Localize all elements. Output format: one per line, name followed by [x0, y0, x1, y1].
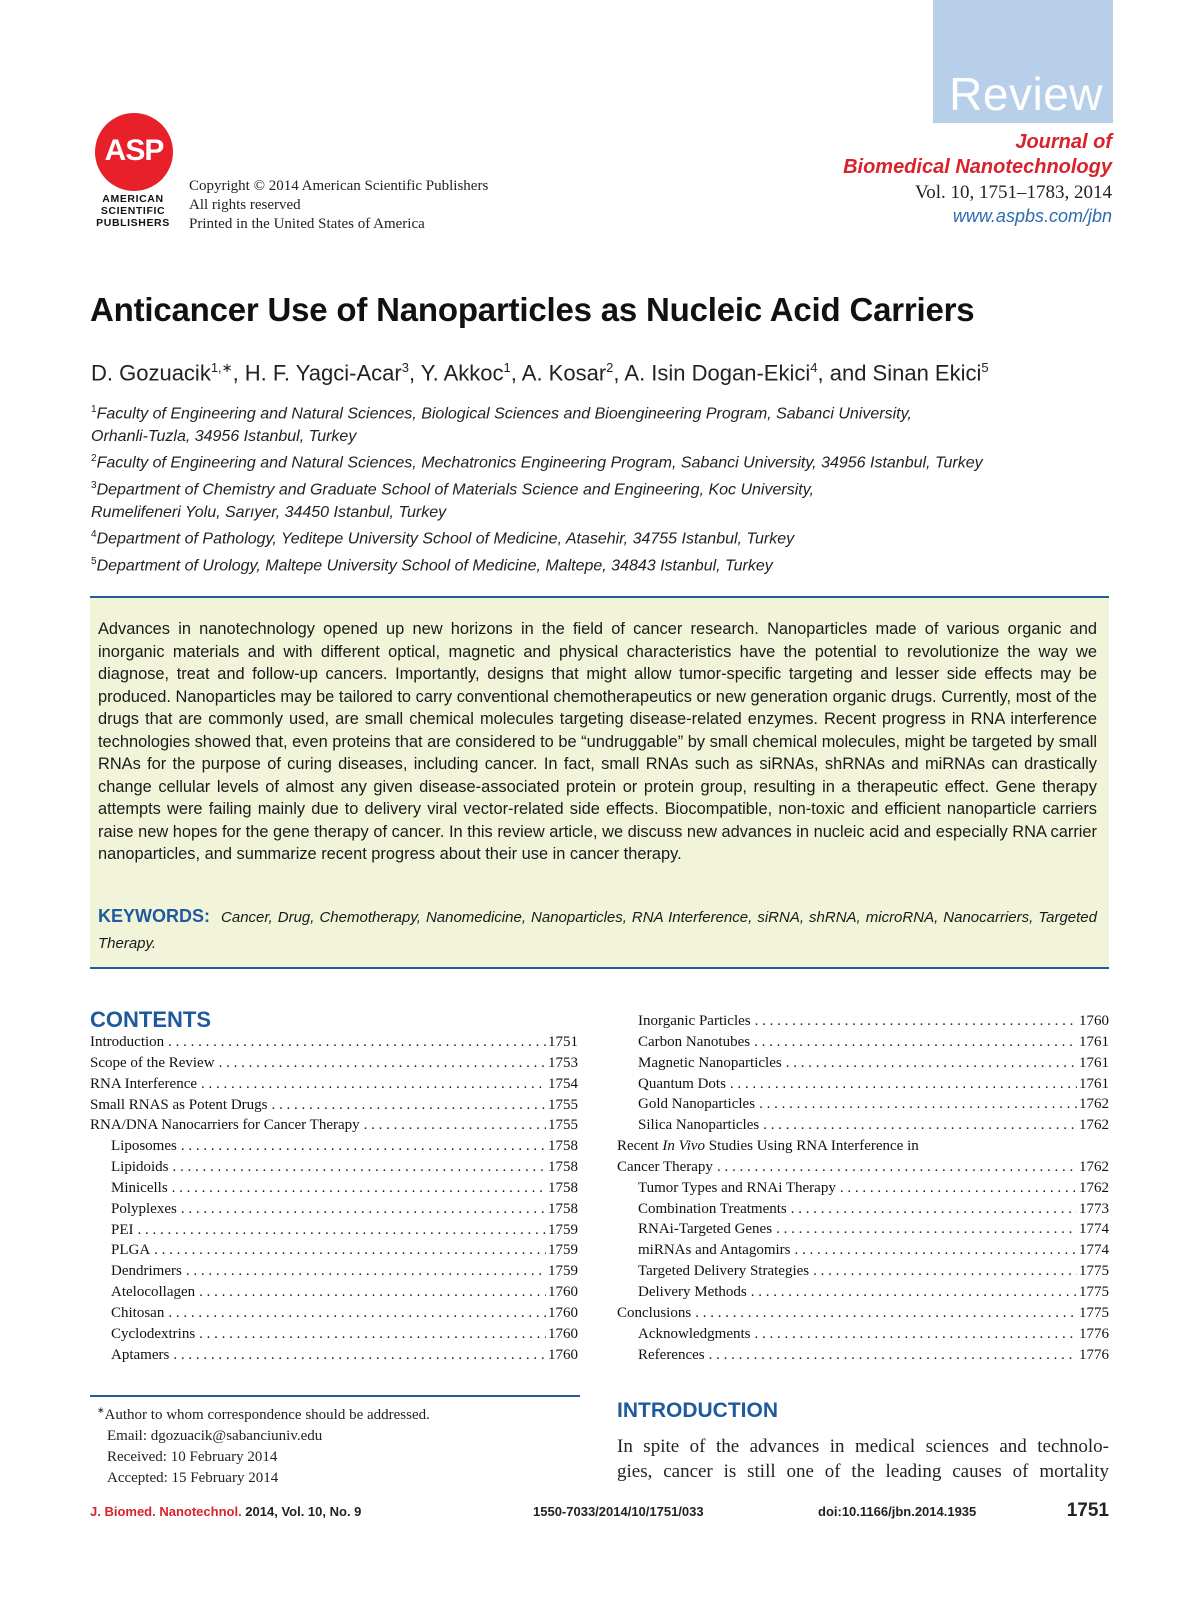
author-list [91, 360, 989, 386]
affiliation-number: 1 [91, 404, 97, 415]
toc-leader-dots [199, 1326, 546, 1343]
toc-entry-page: 1760 [548, 1346, 578, 1363]
logo-word: SCIENTIFIC [100, 205, 166, 217]
publisher-logo [90, 113, 186, 233]
toc-entry-label: Dendrimers [111, 1263, 182, 1280]
affiliation-number: 3 [91, 480, 97, 492]
toc-entry[interactable] [90, 1076, 578, 1097]
affiliation [91, 524, 983, 551]
toc-entry-page: 1753 [548, 1054, 578, 1071]
author-separator: , [510, 360, 522, 386]
toc-entry-label: Magnetic Nanoparticles [638, 1054, 782, 1071]
toc-entry[interactable] [90, 1180, 578, 1201]
toc-entry[interactable] [617, 1284, 1109, 1305]
toc-entry-label: PEI [111, 1221, 134, 1238]
toc-entry[interactable] [617, 1076, 1109, 1097]
author-name: H. F. Yagci-Acar [244, 360, 402, 386]
affiliation [91, 399, 983, 426]
affiliation-number: 4 [91, 529, 97, 541]
abstract-box [90, 596, 1109, 969]
toc-entry-page: 1760 [548, 1304, 578, 1321]
toc-leader-dots [755, 1013, 1077, 1030]
footnote-rule [90, 1395, 580, 1397]
footnote-correspondence: Author to whom correspondence should be addressed. [104, 1407, 430, 1423]
copyright-notice [189, 177, 488, 234]
toc-leader-dots [730, 1076, 1077, 1093]
footer-issue: 2014, Vol. 10, No. 9 [241, 1504, 362, 1519]
toc-entry-label: PLGA [111, 1242, 151, 1259]
toc-leader-dots [199, 1284, 546, 1301]
toc-right-column [617, 1013, 1109, 1367]
toc-entry-page: 1775 [1079, 1263, 1109, 1280]
toc-leader-dots [272, 1097, 546, 1114]
author-affiliation-mark: 1,∗ [210, 360, 233, 375]
toc-entry-page: 1774 [1079, 1221, 1109, 1238]
toc-leader-dots [168, 1034, 546, 1051]
keywords [98, 903, 1097, 957]
toc-entry[interactable] [617, 1263, 1109, 1284]
toc-entry-page: 1761 [1079, 1075, 1109, 1092]
author-affiliation-mark: 3 [401, 360, 409, 375]
toc-leader-dots [181, 1138, 546, 1155]
toc-leader-dots [754, 1034, 1077, 1051]
toc-entry-label: Quantum Dots [638, 1075, 726, 1092]
author-separator: , [408, 360, 421, 386]
author-name: Y. Akkoc [420, 360, 504, 386]
toc-entry[interactable] [617, 1034, 1109, 1055]
toc-entry[interactable] [90, 1284, 578, 1305]
toc-entry[interactable] [617, 1096, 1109, 1117]
article-title: Anticancer Use of Nanoparticles as Nucleic Acid Carriers [90, 291, 975, 328]
toc-leader-dots [813, 1263, 1077, 1280]
toc-entry[interactable] [617, 1347, 1109, 1368]
toc-entry[interactable] [90, 1097, 578, 1118]
toc-entry[interactable] [90, 1305, 578, 1326]
toc-entry-page: 1761 [1079, 1033, 1109, 1050]
author-name: Sinan Ekici [872, 360, 982, 386]
toc-entry-label: RNA/DNA Nanocarriers for Cancer Therapy [90, 1117, 360, 1134]
affiliation-line: Department of Pathology, Yeditepe University School of Medicine, Atasehir, 34755 Istanbul, Turkey [96, 530, 795, 548]
toc-entry[interactable] [90, 1117, 578, 1138]
author-affiliation-mark: 4 [810, 360, 818, 375]
logo-word: AMERICAN [102, 193, 164, 205]
toc-leader-dots [840, 1180, 1077, 1197]
toc-entry-label: Gold Nanoparticles [638, 1096, 756, 1113]
toc-entry-label: Targeted Delivery Strategies [638, 1263, 810, 1280]
affiliation-line: Faculty of Engineering and Natural Sciences, Biological Sciences and Bioengineering Program, Sabanci University, [96, 405, 912, 423]
toc-leader-dots [173, 1347, 546, 1364]
toc-entry-label: RNAi-Targeted Genes [638, 1221, 773, 1238]
toc-entry[interactable] [90, 1201, 578, 1222]
toc-entry-page: 1758 [548, 1159, 578, 1176]
footer-page-number: 1751 [1066, 1500, 1109, 1521]
toc-entry[interactable] [90, 1263, 578, 1284]
toc-leader-dots [786, 1055, 1077, 1072]
toc-entry-page: 1773 [1079, 1200, 1109, 1217]
footer-doi[interactable]: doi:10.1166/jbn.2014.1935 [818, 1504, 977, 1519]
toc-entry-page: 1762 [1079, 1096, 1109, 1113]
toc-leader-dots [751, 1284, 1077, 1301]
toc-leader-dots [201, 1076, 546, 1093]
introduction-text [617, 1434, 1109, 1484]
toc-leader-dots [776, 1221, 1077, 1238]
keywords-label: KEYWORDS: [98, 906, 210, 926]
toc-entry[interactable] [617, 1138, 1109, 1159]
toc-entry-page: 1762 [1079, 1158, 1109, 1175]
toc-leader-dots [219, 1055, 546, 1072]
toc-leader-dots [168, 1305, 546, 1322]
toc-entry-page: 1762 [1079, 1179, 1109, 1196]
footnote-accepted: Accepted: 15 February 2014 [107, 1470, 279, 1486]
affiliation-number: 5 [91, 556, 97, 568]
toc-leader-dots [759, 1096, 1077, 1113]
toc-entry-label: Delivery Methods [638, 1283, 747, 1300]
toc-entry-label: Scope of the Review [90, 1054, 215, 1071]
toc-entry-page: 1776 [1079, 1325, 1109, 1342]
toc-entry-label: Liposomes [111, 1138, 177, 1155]
toc-entry[interactable] [90, 1222, 578, 1243]
page-footer [90, 1500, 1109, 1524]
affiliation [91, 475, 983, 502]
logo-words [90, 193, 176, 229]
toc-entry-page: 1761 [1079, 1054, 1109, 1071]
affiliation-line: Faculty of Engineering and Natural Sciences, Mechatronics Engineering Program, Sabanci University, 34956 Istanbul, Turkey [96, 454, 983, 472]
toc-entry-label: Chitosan [111, 1304, 165, 1321]
review-tab [933, 0, 1113, 123]
toc-entry[interactable] [90, 1034, 578, 1055]
toc-entry-page: 1760 [1079, 1013, 1109, 1029]
affiliation-line: Department of Chemistry and Graduate School of Materials Science and Engineering, Koc University, [96, 481, 814, 499]
journal-info [843, 130, 1112, 228]
toc-left-column [90, 1034, 578, 1368]
affiliation-list [91, 399, 983, 578]
toc-entry-label: Introduction [90, 1034, 165, 1050]
toc-entry-page: 1762 [1079, 1117, 1109, 1134]
affiliation-number: 2 [91, 453, 97, 465]
affiliation-line-continued: Rumelifeneri Yolu, Sarıyer, 34450 Istanbul, Turkey [91, 503, 447, 521]
review-label: Review [949, 68, 1103, 120]
toc-entry[interactable] [617, 1305, 1109, 1326]
journal-url[interactable]: www.aspbs.com/jbn [952, 206, 1112, 226]
toc-entry-page: 1758 [548, 1138, 578, 1155]
toc-entry-label: References [638, 1346, 705, 1363]
intro-line: gies, cancer is still one of the leading causes of mortality [617, 1461, 1109, 1482]
author-affiliation-mark: 1 [503, 360, 511, 375]
journal-name-line1: Journal of [1015, 131, 1112, 153]
toc-entry-label: RNA Interference [90, 1075, 198, 1092]
correspondence-footnote [90, 1400, 430, 1489]
toc-entry-label: miRNAs and Antagomirs [638, 1242, 791, 1259]
journal-name-line2: Biomedical Nanotechnology [843, 156, 1112, 178]
toc-entry-page: 1776 [1079, 1346, 1109, 1363]
toc-entry-page: 1755 [548, 1096, 578, 1113]
toc-leader-dots [138, 1222, 547, 1239]
toc-entry-page: 1759 [548, 1242, 578, 1259]
toc-leader-dots [795, 1242, 1078, 1259]
toc-entry-label: Conclusions [617, 1304, 692, 1321]
logo-letters: ASP [104, 134, 164, 167]
toc-entry-label: Recent In Vivo Studies Using RNA Interference in [617, 1138, 919, 1155]
journal-volume: Vol. 10, 1751–1783, 2014 [914, 182, 1112, 203]
toc-entry-label: Small RNAS as Potent Drugs [90, 1096, 268, 1113]
author-affiliation-mark: 5 [981, 360, 989, 375]
toc-leader-dots [763, 1117, 1077, 1134]
toc-leader-dots [364, 1117, 546, 1134]
toc-entry-page: 1758 [548, 1179, 578, 1196]
author-name: D. Gozuacik [91, 360, 211, 386]
toc-entry[interactable] [617, 1055, 1109, 1076]
toc-leader-dots [173, 1159, 546, 1176]
toc-leader-dots [172, 1180, 546, 1197]
toc-entry[interactable] [617, 1221, 1109, 1242]
footnote-mark: ∗ [97, 1405, 105, 1415]
author-name: A. Isin Dogan-Ekici [624, 360, 811, 386]
introduction-heading: INTRODUCTION [617, 1399, 778, 1422]
toc-leader-dots [181, 1201, 546, 1218]
affiliation-line: Department of Urology, Maltepe University School of Medicine, Maltepe, 34843 Istanbul, Turkey [96, 557, 773, 575]
toc-entry[interactable] [90, 1326, 578, 1347]
toc-entry[interactable] [90, 1242, 578, 1263]
author-name: A. Kosar [521, 360, 607, 386]
toc-entry-label: Atelocollagen [111, 1284, 196, 1301]
toc-entry[interactable] [617, 1180, 1109, 1201]
toc-entry[interactable] [617, 1117, 1109, 1138]
toc-entry[interactable] [617, 1201, 1109, 1222]
toc-leader-dots [709, 1347, 1077, 1364]
toc-entry-page: 1760 [548, 1325, 578, 1342]
toc-leader-dots [154, 1242, 546, 1259]
toc-entry-page: 1759 [548, 1263, 578, 1280]
toc-entry-label: Polyplexes [111, 1200, 177, 1217]
toc-entry[interactable] [617, 1326, 1109, 1347]
contents-heading: CONTENTS [90, 1007, 211, 1032]
toc-entry-label: Inorganic Particles [638, 1013, 751, 1029]
footer-journal-abbr: J. Biomed. Nanotechnol. [90, 1504, 242, 1519]
toc-entry-label: Minicells [111, 1179, 168, 1196]
footnote-email[interactable]: Email: dgozuacik@sabanciuniv.edu [107, 1428, 323, 1444]
logo-circle [95, 113, 173, 191]
copyright-line: Printed in the United States of America [189, 216, 425, 232]
toc-entry-label: Tumor Types and RNAi Therapy [638, 1179, 836, 1196]
logo-word: PUBLISHERS [96, 217, 170, 229]
author-separator: , [613, 360, 625, 386]
toc-entry-page: 1758 [548, 1200, 578, 1217]
toc-leader-dots [791, 1201, 1077, 1218]
footnote-received: Received: 10 February 2014 [107, 1449, 278, 1465]
toc-entry-label: Acknowledgments [638, 1325, 751, 1342]
toc-entry-label: Lipidoids [111, 1159, 169, 1176]
author-separator: , and [817, 360, 873, 386]
toc-entry[interactable] [90, 1055, 578, 1076]
toc-entry-page: 1775 [1079, 1283, 1109, 1300]
toc-leader-dots [186, 1263, 546, 1280]
affiliation-line-continued: Orhanli-Tuzla, 34956 Istanbul, Turkey [91, 427, 357, 445]
toc-entry-page: 1755 [548, 1117, 578, 1134]
toc-leader-dots [717, 1159, 1077, 1176]
author-affiliation-mark: 2 [606, 360, 614, 375]
toc-entry-label: Carbon Nanotubes [638, 1033, 751, 1050]
intro-line: In spite of the advances in medical sciences and technolo- [617, 1436, 1109, 1457]
copyright-line: Copyright © 2014 American Scientific Publishers [189, 178, 489, 194]
toc-entry-page: 1759 [548, 1221, 578, 1238]
footer-issn: 1550-7033/2014/10/1751/033 [533, 1504, 704, 1519]
toc-entry-page: 1751 [548, 1034, 578, 1050]
toc-entry[interactable] [90, 1138, 578, 1159]
toc-leader-dots [695, 1305, 1077, 1322]
toc-entry-label: Combination Treatments [638, 1200, 787, 1217]
footer-citation [90, 1504, 361, 1519]
keywords-list: Cancer, Drug, Chemotherapy, Nanomedicine, Nanoparticles, RNA Interference, siRNA, shRNA, microRNA, Nanocarriers, Targeted Therapy. [98, 909, 1097, 952]
toc-entry-page: 1774 [1079, 1242, 1109, 1259]
toc-entry[interactable] [90, 1347, 578, 1368]
toc-entry-label: Cancer Therapy [617, 1158, 713, 1175]
toc-entry-page: 1775 [1079, 1304, 1109, 1321]
copyright-line: All rights reserved [189, 197, 301, 213]
toc-entry[interactable] [90, 1159, 578, 1180]
toc-entry-label: Silica Nanoparticles [638, 1117, 760, 1134]
toc-entry[interactable] [617, 1159, 1109, 1180]
affiliation [91, 448, 983, 475]
author-separator: , [232, 360, 245, 386]
toc-entry[interactable] [617, 1013, 1109, 1034]
toc-entry-page: 1754 [548, 1075, 578, 1092]
affiliation [91, 551, 983, 578]
toc-entry-label: Cyclodextrins [111, 1325, 196, 1342]
abstract-text: Advances in nanotechnology opened up new horizons in the field of cancer research. Nanoparticles made of various organic and inorganic materials and with different optical, magnetic and physical characteristics have the potential to revolutionize the way we diagnose, treat and follow-up cancers. Importantly, designs that might allow tumor-specific targeting and lesser side effects may be produced. Nanoparticles may be tailored to carry conventional chemotherapeutics or new generation organic drugs. Currently, most of the drugs that are commonly used, are small chemical molecules targeting disease-related enzymes. Recent progress in RNA interference technologies showed that, even proteins that are considered to be “undruggable” by small chemical molecules, might be targeted by small RNAs for the purpose of curing diseases, including cancer. In fact, small RNAs such as siRNAs, shRNAs and miRNAs can drastically change cellular levels of almost any given disease-associated protein or protein group, resulting in a therapeutic effect. Gene therapy attempts were failing mainly due to delivery viral vector-related side effects. Biocompatible, non-toxic and efficient nanoparticle carriers raise new hopes for the gene therapy of cancer. In this review article, we discuss new advances in nucleic acid and especially RNA carrier nanoparticles, and summarize recent progress about their use in cancer therapy. [98, 620, 1097, 863]
toc-entry-label: Aptamers [111, 1346, 170, 1363]
toc-entry-page: 1760 [548, 1284, 578, 1301]
toc-entry[interactable] [617, 1242, 1109, 1263]
toc-leader-dots [754, 1326, 1077, 1343]
